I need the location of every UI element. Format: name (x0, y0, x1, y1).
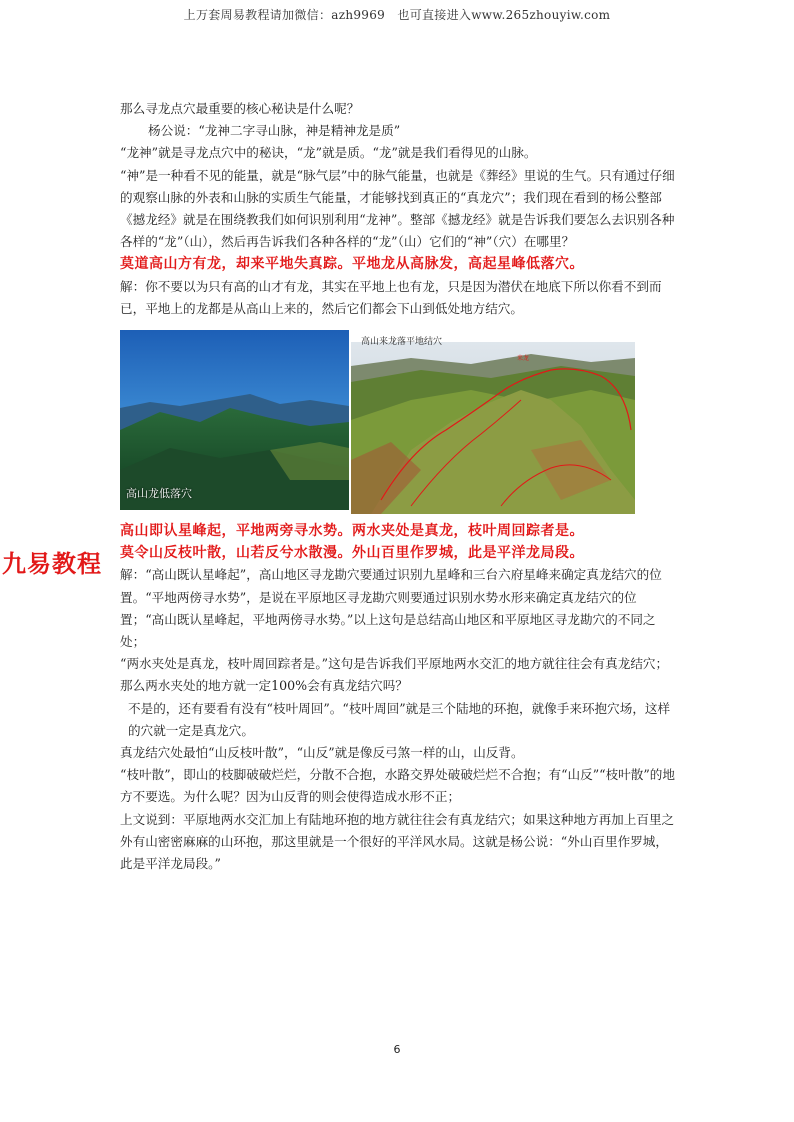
paragraph: 真龙结穴处最怕“山反枝叶散”，“山反”就是像反弓煞一样的山，山反背。 (120, 745, 524, 761)
paragraph: “神”是一种看不见的能量，就是“脉气层”中的脉气能量，也就是《葬经》里说的生气。只有通过仔细的观察山脉的外表和山脉的实质生气能量，才能够找到真正的“真龙穴”；我们现在看到的杨公整部《撼龙经》就是在围绕教我们如何识别利用“龙神”。整部《撼龙经》就是告诉我们要怎么去识别各种各样的“龙”（山），然后再告诉我们各种各样的“龙”（山）它们的“神”（穴）在哪里？ (120, 167, 675, 250)
paragraph: “龙神”就是寻龙点穴中的秘诀，“龙”就是质。“龙”就是我们看得见的山脉。 (120, 145, 537, 161)
terrain-label: 来龙 (517, 355, 530, 363)
paragraph: 那么寻龙点穴最重要的核心秘诀是什么呢？ (120, 101, 360, 116)
faint-footer-watermark (200, 1070, 620, 1090)
mountain-photo (120, 330, 349, 510)
paragraph: 上文说到：平原地两水交汇加上有陆地环抱的地方就往往会有真龙结穴；如果这种地方再加上百里之外有山密密麻麻的山环抱，那这里就是一个很好的平洋风水局。这就是杨公说：“外山百里作罗城，此是平洋龙局段。” (120, 811, 675, 872)
paragraph: “枝叶散”，即山的枝脚破破烂烂，分散不合抱，水路交界处破破烂烂不合抱；有“山反”“枝叶散”的地方不要选。为什么呢？因为山反背的则会使得造成水形不正； (120, 767, 675, 805)
verse-line: 高山即认星峰起，平地两旁寻水势。两水夹处是真龙，枝叶周回踪者是。 (120, 523, 584, 540)
photo-caption: 高山龙低落穴 (126, 486, 192, 500)
paragraph: 解：“高山既认星峰起”，高山地区寻龙勘穴要通过识别九星峰和三台六府星峰来确定真龙结穴的位置。“平地两傍寻水势”，是说在平原地区寻龙勘穴则要通过识别水势水形来确定真龙结穴的位置；“高山既认星峰起，平地两傍寻水势。”以上这句是总结高山地区和平原地区寻龙勘穴的不同之处； (120, 567, 662, 650)
paragraph: 不是的，还有要看有没有“枝叶周回”。“枝叶周回”就是三个陆地的环抱，就像手来环抱穴场，这样的穴就一定是真龙穴。 (128, 700, 671, 738)
watermark-logo: 九易教程 (2, 550, 102, 578)
paragraph: “两水夹处是真龙，枝叶周回踪者是。”这句是告诉我们平原地两水交汇的地方就往往会有真龙结穴；那么两水夹处的地方就一定100%会有真龙结穴吗？ (120, 656, 669, 694)
page-header: 上万套周易教程请加微信：azh9969 也可直接进入www.265zhouyiw.com (183, 8, 611, 22)
verse-line: 莫道高山方有龙，却来平地失真踪。平地龙从高脉发，高起星峰低落穴。 (120, 256, 584, 273)
paragraph-explanation: 解：你不要以为只有高的山才有龙，其实在平地上也有龙，只是因为潜伏在地底下所以你看不到而已，平地上的龙都是从高山上来的，然后它们都会下山到低处地方结穴。 (120, 278, 662, 316)
terrain-photo (351, 330, 635, 514)
page-number: 6 (393, 1043, 401, 1056)
paragraph-quote: 杨公说：“龙神二字寻山脉，神是精神龙是质” (148, 123, 401, 139)
photo-caption: 高山来龙落平地结穴 (361, 337, 443, 348)
page-content (120, 98, 675, 875)
figure-row (120, 330, 675, 514)
terrain-photo-graphic (351, 330, 635, 514)
verse-line: 莫令山反枝叶散，山若反兮水散漫。外山百里作罗城，此是平洋龙局段。 (120, 545, 584, 562)
